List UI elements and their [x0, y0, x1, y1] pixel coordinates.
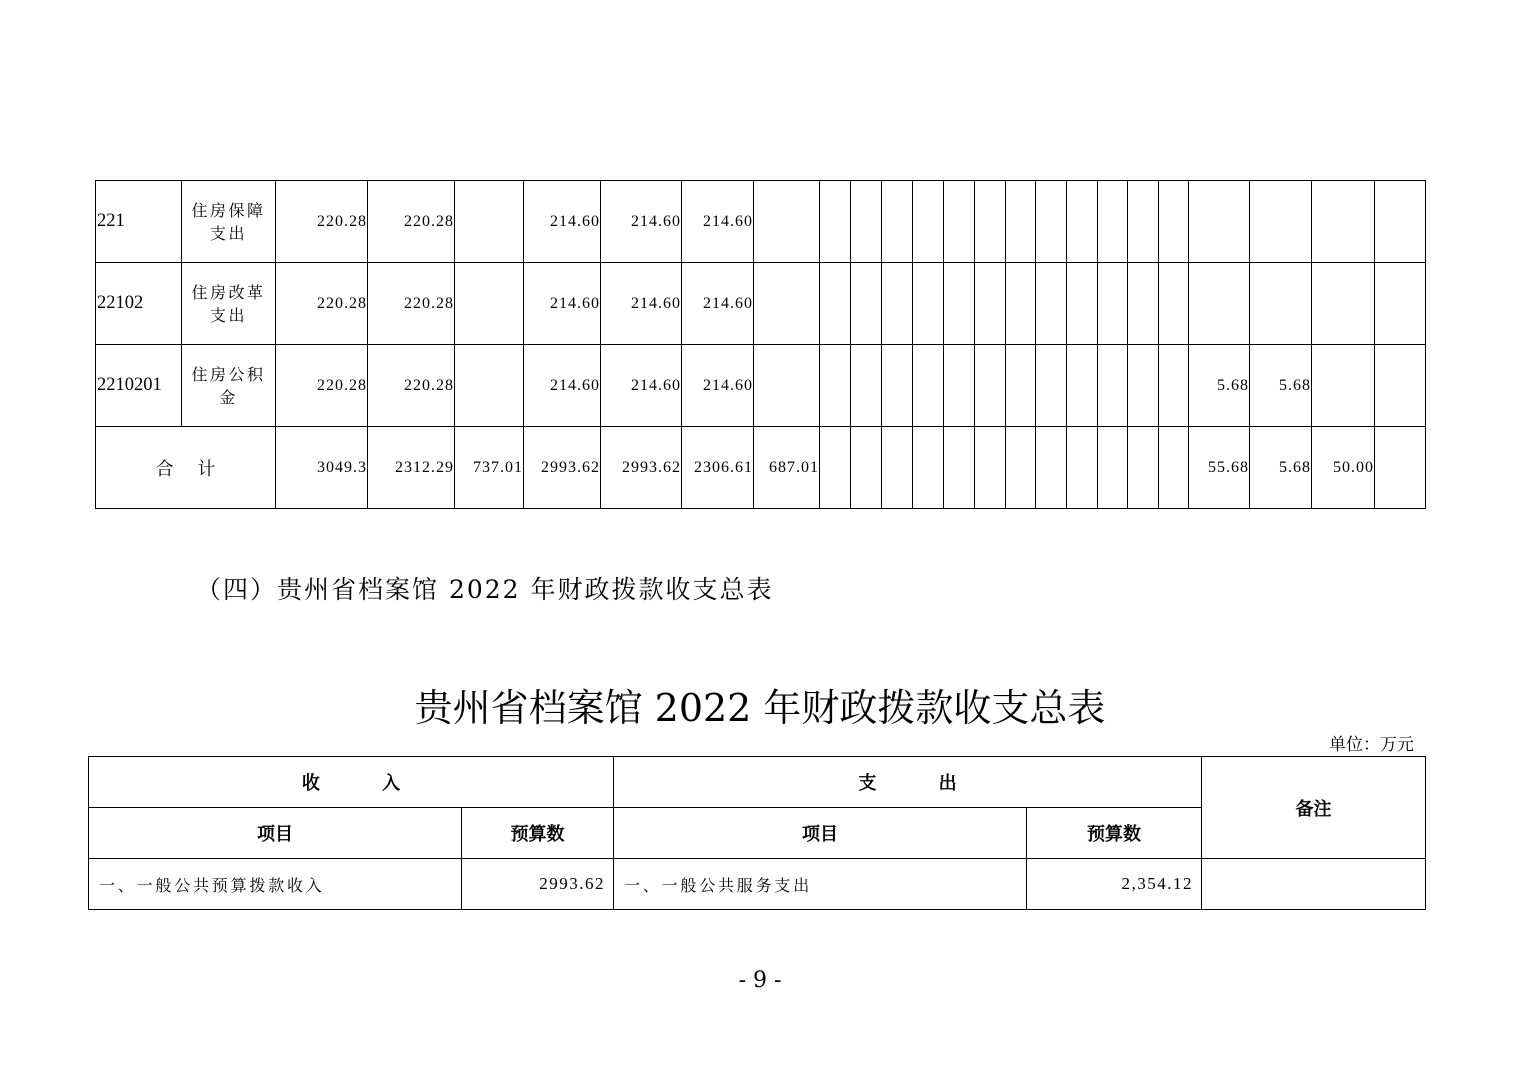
amount-cell	[882, 263, 913, 345]
remarks-cell	[1202, 859, 1426, 910]
total-amount-cell: 3049.3	[276, 427, 368, 509]
amount-cell: 214.60	[601, 263, 682, 345]
amount-cell	[1159, 181, 1189, 263]
amount-cell	[975, 181, 1006, 263]
amount-cell: 220.28	[368, 263, 455, 345]
total-amount-cell: 687.01	[754, 427, 820, 509]
amount-cell	[1036, 345, 1067, 427]
unit-label: 单位：万元	[1329, 735, 1414, 755]
amount-cell: 220.28	[276, 181, 368, 263]
total-amount-cell: 50.00	[1312, 427, 1375, 509]
amount-cell	[1250, 263, 1312, 345]
amount-cell	[913, 263, 944, 345]
total-label: 合 计	[96, 427, 276, 509]
expense-budget-header: 预算数	[1027, 808, 1202, 859]
expense-item-header: 项目	[614, 808, 1027, 859]
amount-cell	[944, 345, 975, 427]
amount-cell: 214.60	[682, 263, 754, 345]
amount-cell	[455, 181, 524, 263]
amount-cell	[975, 345, 1006, 427]
category-name: 住房保障支出	[182, 181, 276, 263]
amount-cell: 5.68	[1189, 345, 1250, 427]
total-amount-cell	[1375, 427, 1426, 509]
table-row	[89, 859, 1426, 910]
page-number: - 9 -	[738, 968, 782, 993]
amount-cell	[1006, 263, 1036, 345]
total-amount-cell	[820, 427, 851, 509]
total-amount-cell	[1128, 427, 1159, 509]
amount-cell	[1159, 345, 1189, 427]
category-name: 住房改革支出	[182, 263, 276, 345]
amount-cell: 214.60	[682, 181, 754, 263]
total-amount-cell	[851, 427, 882, 509]
total-amount-cell	[1159, 427, 1189, 509]
total-amount-cell: 737.01	[455, 427, 524, 509]
amount-cell	[820, 263, 851, 345]
amount-cell	[944, 263, 975, 345]
amount-cell	[754, 263, 820, 345]
amount-cell: 214.60	[524, 345, 601, 427]
amount-cell: 214.60	[601, 181, 682, 263]
category-code: 221	[96, 181, 182, 263]
table-title: 贵州省档案馆 2022 年财政拨款收支总表	[414, 686, 1106, 730]
amount-cell	[944, 181, 975, 263]
amount-cell	[1128, 181, 1159, 263]
total-row	[96, 427, 1426, 509]
amount-cell	[1098, 181, 1128, 263]
amount-cell	[1250, 181, 1312, 263]
amount-cell	[882, 345, 913, 427]
total-amount-cell	[1098, 427, 1128, 509]
amount-cell: 214.60	[682, 345, 754, 427]
header-row	[89, 757, 1426, 808]
amount-cell: 214.60	[524, 181, 601, 263]
income-budget-header: 预算数	[462, 808, 614, 859]
amount-cell	[1375, 181, 1426, 263]
amount-cell: 220.28	[276, 263, 368, 345]
amount-cell	[882, 181, 913, 263]
amount-cell	[754, 181, 820, 263]
total-amount-cell	[913, 427, 944, 509]
amount-cell	[851, 263, 882, 345]
expenditure-detail-table	[95, 180, 1426, 509]
total-amount-cell	[882, 427, 913, 509]
amount-cell	[913, 181, 944, 263]
amount-cell: 5.68	[1250, 345, 1312, 427]
category-code: 22102	[96, 263, 182, 345]
amount-cell	[820, 181, 851, 263]
amount-cell	[1036, 263, 1067, 345]
amount-cell	[1098, 345, 1128, 427]
category-name: 住房公积金	[182, 345, 276, 427]
amount-cell	[1006, 345, 1036, 427]
amount-cell	[1128, 263, 1159, 345]
total-amount-cell	[944, 427, 975, 509]
income-budget: 2993.62	[462, 859, 614, 910]
amount-cell	[1312, 345, 1375, 427]
amount-cell	[1036, 181, 1067, 263]
amount-cell	[1375, 345, 1426, 427]
category-code: 2210201	[96, 345, 182, 427]
amount-cell	[913, 345, 944, 427]
income-item-header: 项目	[89, 808, 462, 859]
income-header: 收 入	[89, 757, 614, 808]
amount-cell	[1189, 181, 1250, 263]
amount-cell	[455, 345, 524, 427]
amount-cell	[1128, 345, 1159, 427]
total-amount-cell	[1036, 427, 1067, 509]
amount-cell	[1006, 181, 1036, 263]
total-amount-cell: 5.68	[1250, 427, 1312, 509]
amount-cell	[1067, 181, 1098, 263]
amount-cell	[1312, 263, 1375, 345]
amount-cell: 220.28	[276, 345, 368, 427]
total-amount-cell	[1006, 427, 1036, 509]
income-item: 一、一般公共预算拨款收入	[89, 859, 462, 910]
table-row	[96, 181, 1426, 263]
amount-cell: 220.28	[368, 181, 455, 263]
amount-cell	[820, 345, 851, 427]
amount-cell	[1159, 263, 1189, 345]
total-amount-cell: 2312.29	[368, 427, 455, 509]
table-row	[96, 345, 1426, 427]
expense-item: 一、一般公共服务支出	[614, 859, 1027, 910]
amount-cell	[1067, 263, 1098, 345]
amount-cell	[851, 345, 882, 427]
amount-cell: 214.60	[524, 263, 601, 345]
total-amount-cell	[975, 427, 1006, 509]
expense-header: 支 出	[614, 757, 1202, 808]
amount-cell	[455, 263, 524, 345]
fiscal-summary-table	[88, 756, 1426, 910]
amount-cell: 214.60	[601, 345, 682, 427]
expense-budget: 2,354.12	[1027, 859, 1202, 910]
section-heading: （四）贵州省档案馆 2022 年财政拨款收支总表	[196, 575, 774, 604]
amount-cell	[1098, 263, 1128, 345]
table-row	[96, 263, 1426, 345]
total-amount-cell: 2306.61	[682, 427, 754, 509]
total-amount-cell: 55.68	[1189, 427, 1250, 509]
amount-cell	[1312, 181, 1375, 263]
total-amount-cell	[1067, 427, 1098, 509]
amount-cell	[1375, 263, 1426, 345]
total-amount-cell: 2993.62	[524, 427, 601, 509]
amount-cell: 220.28	[368, 345, 455, 427]
amount-cell	[975, 263, 1006, 345]
amount-cell	[1067, 345, 1098, 427]
amount-cell	[754, 345, 820, 427]
amount-cell	[1189, 263, 1250, 345]
remarks-header: 备注	[1202, 757, 1426, 859]
total-amount-cell: 2993.62	[601, 427, 682, 509]
amount-cell	[851, 181, 882, 263]
